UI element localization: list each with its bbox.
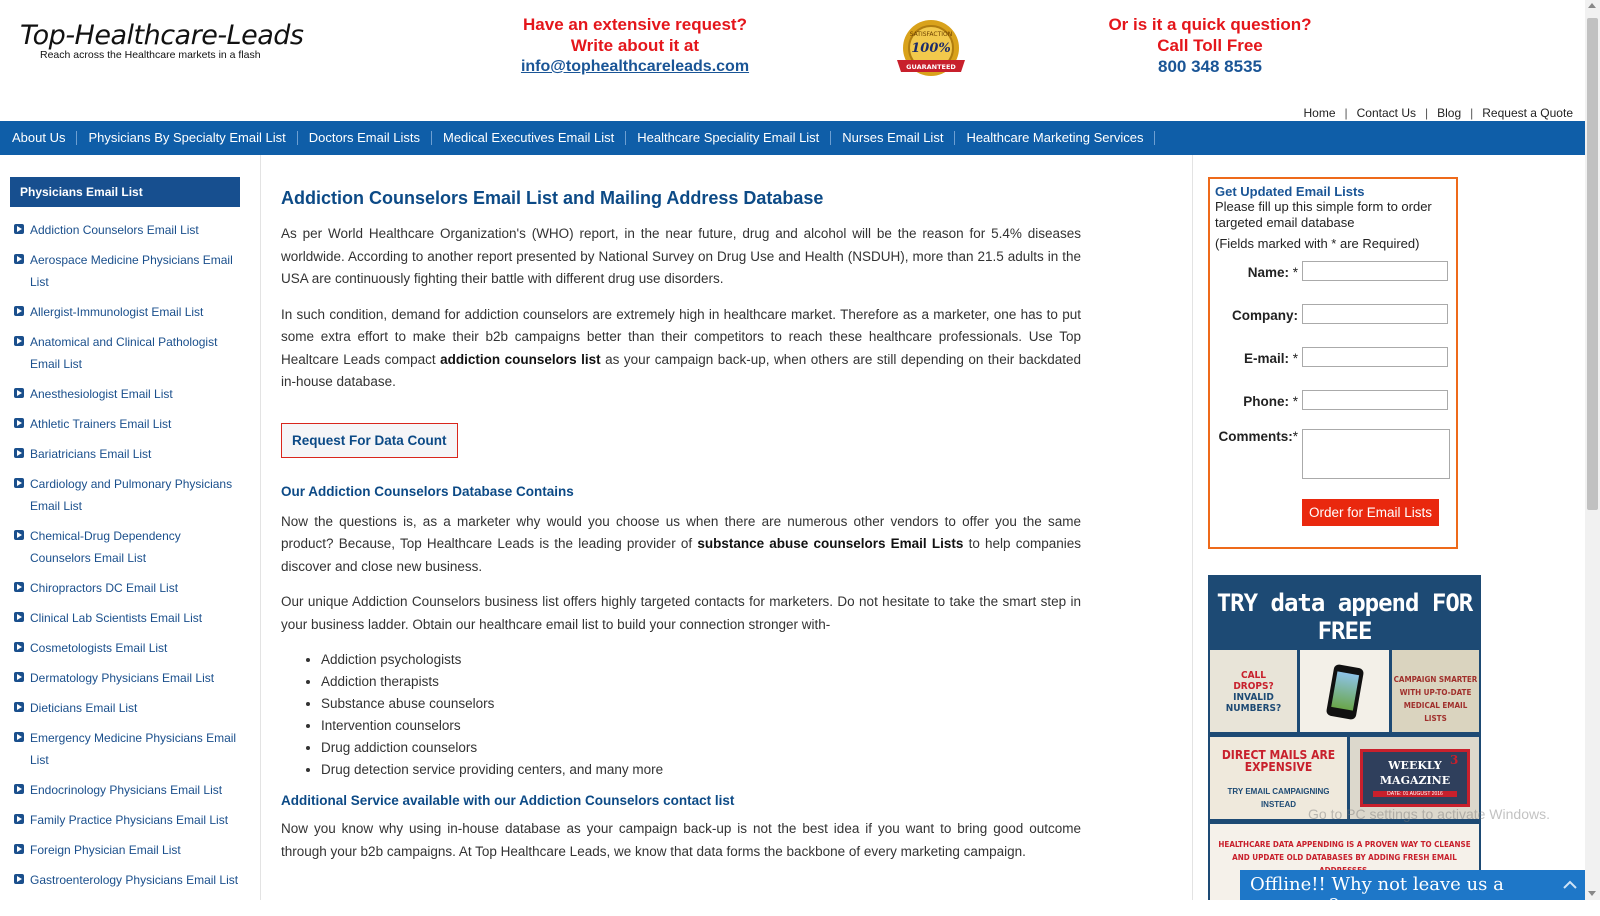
bullet-icon xyxy=(14,844,24,854)
windows-activation-watermark: Go to PC settings to activate Windows. xyxy=(1308,806,1550,822)
badge-percent-text: 100% xyxy=(911,41,951,56)
sidebar-item[interactable] xyxy=(14,839,244,861)
promo-tile-phone xyxy=(1300,650,1389,732)
email-label: E-mail: * xyxy=(1243,351,1298,366)
demand-text-b: as your campaign back-up, when others are still depending on their backdated in-house database. xyxy=(281,351,1081,389)
chat-message[interactable]: Offline!! Why not leave us a message? xyxy=(1250,874,1504,916)
tile6-text: HEALTHCARE DATA APPENDING IS A PROVEN WAY TO CLEANSE AND UPDATE OLD DATABASES BY ADDING FRESH EMAIL xyxy=(1218,840,1471,862)
sidebar-item-label[interactable]: Chemical-Drug Dependency Counselors Email List xyxy=(30,529,181,565)
sidebar-item[interactable] xyxy=(14,637,244,659)
sidebar-item[interactable] xyxy=(14,869,244,891)
header-left-line1: Have an extensive request? xyxy=(523,15,747,34)
sidebar-item-label[interactable]: Bariatricians Email List xyxy=(30,447,152,461)
scroll-down-arrow-icon[interactable] xyxy=(1588,891,1596,896)
satisfaction-guaranteed-badge xyxy=(893,18,969,82)
sidebar-item[interactable] xyxy=(14,443,244,465)
request-data-count-button[interactable]: Request For Data Count xyxy=(281,423,458,458)
sidebar-list xyxy=(14,219,244,899)
nav-healthcare-speciality[interactable]: Healthcare Speciality Email List xyxy=(626,131,831,145)
tile4-text: DIRECT MAILS ARE EXPENSIVE xyxy=(1221,748,1336,774)
comments-textarea[interactable] xyxy=(1302,429,1450,479)
tile1-line1: CALL xyxy=(1240,670,1267,681)
bullet-icon xyxy=(14,478,24,488)
bullet-icon xyxy=(14,336,24,346)
vertical-scrollbar[interactable] xyxy=(1585,0,1600,900)
main-content xyxy=(281,155,1081,876)
top-link-request-quote[interactable]: Request a Quote xyxy=(1482,106,1573,120)
why-us-text-a: Now the questions is, as a marketer why would you choose us when there are numerous other vendors to offer you the same product? Because, Top Healthcare Leads is the leading provider of xyxy=(281,513,1081,551)
list-item: • Addiction therapists xyxy=(321,671,1081,693)
magazine-title: WEEKLY MAGAZINE xyxy=(1379,759,1451,787)
promo-title: TRY data append FOR FREE xyxy=(1216,589,1473,645)
company-input[interactable] xyxy=(1302,304,1448,324)
bullet-icon xyxy=(14,306,24,316)
demand-text-a: In such condition, demand for addiction counselors are extremely high in healthcare market. Therefore as a marketer, one has to put some extra effort to make their b2b campaigns better than their competitors to reach these healthcare professionals. Use Top Healtcare Leads compact xyxy=(281,306,1081,367)
sidebar-item-label[interactable]: Addiction Counselors Email List xyxy=(30,223,199,237)
form-title: Get Updated Email Lists xyxy=(1215,184,1365,199)
logo-tagline: Reach across the Healthcare markets in a flash xyxy=(40,49,261,61)
header-phone-number[interactable]: 800 348 8535 xyxy=(1158,57,1262,76)
bullet-icon xyxy=(14,418,24,428)
bullet-icon xyxy=(14,224,24,234)
sidebar-item-label[interactable]: Anatomical and Clinical Pathologist Email List xyxy=(30,335,218,371)
sidebar-item[interactable] xyxy=(14,607,244,629)
sidebar-item-label[interactable]: Foreign Physician Email List xyxy=(30,843,181,857)
sidebar-item-label[interactable]: Endocrinology Physicians Email List xyxy=(30,783,223,797)
tile1-line3: INVALID xyxy=(1233,692,1274,703)
sidebar-item-label[interactable]: Dieticians Email List xyxy=(30,701,138,715)
name-label: Name: * xyxy=(1247,265,1298,280)
site-header xyxy=(0,0,1585,120)
bullet-icon xyxy=(14,448,24,458)
why-us-bold: substance abuse counselors Email Lists xyxy=(697,536,964,551)
logo-title[interactable]: Top-Healthcare-Leads xyxy=(20,20,304,51)
bullet-icon xyxy=(14,530,24,540)
magazine-date: DATE: 01 AUGUST 2016 xyxy=(1373,791,1457,797)
list-item: • Addiction psychologists xyxy=(321,649,1081,671)
left-sidebar xyxy=(0,155,261,900)
bullet-icon xyxy=(14,874,24,884)
badge-top-text: SATISFACTION xyxy=(909,31,953,38)
form-description: Please fill up this simple form to order targeted email database xyxy=(1215,199,1432,230)
right-column-divider xyxy=(1192,155,1193,900)
scroll-up-arrow-icon[interactable] xyxy=(1588,3,1596,8)
sidebar-item[interactable] xyxy=(14,727,244,771)
sidebar-item[interactable] xyxy=(14,383,244,405)
unique-list-paragraph: Our unique Addiction Counselors business list offers highly targeted contacts for marketers. Do not hesitate to take the smart step in your business ladder. Obtain our healthcare email list to build your connection stronger with- xyxy=(281,594,1081,632)
sidebar-item[interactable] xyxy=(14,413,244,435)
sidebar-heading: Physicians Email List xyxy=(10,177,240,207)
sidebar-item-label[interactable]: Gastroenterology Physicians Email List xyxy=(30,873,239,887)
sidebar-item-label[interactable]: Cosmetologists Email List xyxy=(30,641,168,655)
bullet-icon xyxy=(14,388,24,398)
phone-label: Phone: * xyxy=(1243,394,1298,409)
sidebar-item-label[interactable]: Allergist-Immunologist Email List xyxy=(30,305,204,319)
sidebar-item[interactable] xyxy=(14,697,244,719)
bullet-icon xyxy=(14,582,24,592)
demand-paragraph xyxy=(281,304,1081,394)
nav-nurses-email-list[interactable]: Nurses Email List xyxy=(831,131,955,145)
additional-service-heading: Additional Service available with our Addiction Counselors contact list xyxy=(281,793,735,808)
header-left-line2: Write about it at xyxy=(570,36,700,55)
sidebar-item[interactable] xyxy=(14,331,244,375)
header-email-block xyxy=(500,14,770,77)
sidebar-item-label[interactable]: Chiropractors DC Email List xyxy=(30,581,179,595)
bullet-icon xyxy=(14,642,24,652)
order-form xyxy=(1208,177,1458,549)
bullet-icon xyxy=(14,672,24,682)
sidebar-item-label[interactable]: Cardiology and Pulmonary Physicians Email List xyxy=(30,477,233,513)
contacts-bullet-list xyxy=(321,649,1081,781)
list-item: • Drug addiction counselors xyxy=(321,737,1081,759)
chevron-up-icon[interactable] xyxy=(1561,876,1579,894)
company-label: Company: xyxy=(1231,308,1298,323)
bullet-icon xyxy=(14,814,24,824)
list-item: • Intervention counselors xyxy=(321,715,1081,737)
sidebar-item[interactable] xyxy=(14,667,244,689)
form-required-note: (Fields marked with * are Required) xyxy=(1215,236,1420,251)
list-item: • Substance abuse counselors xyxy=(321,693,1081,715)
bullet-icon xyxy=(14,254,24,264)
sidebar-item-label[interactable]: Athletic Trainers Email List xyxy=(30,417,172,431)
sidebar-item[interactable] xyxy=(14,779,244,801)
sidebar-item[interactable] xyxy=(14,219,244,241)
top-link-contact[interactable]: Contact Us xyxy=(1356,106,1416,120)
header-right-line2: Call Toll Free xyxy=(1157,36,1263,55)
list-item: • Drug detection service providing centers, and many more xyxy=(321,759,1081,781)
top-links: Home | Contact Us | Blog | Request a Quote xyxy=(1303,106,1573,120)
bullet-icon xyxy=(14,612,24,622)
sidebar-item-label[interactable]: Emergency Medicine Physicians Email List xyxy=(30,731,237,767)
sidebar-item[interactable] xyxy=(14,577,244,599)
tile1-line2: DROPS? xyxy=(1233,681,1274,692)
promo-tile-call-drops xyxy=(1210,650,1297,732)
page-title: Addiction Counselors Email List and Mailing Address Database xyxy=(281,188,824,208)
nav-physicians-by-specialty[interactable]: Physicians By Specialty Email List xyxy=(77,131,297,145)
promo-tile-campaign-smarter xyxy=(1392,650,1479,732)
comments-label: Comments:* xyxy=(1218,429,1298,444)
sidebar-item-label[interactable]: Family Practice Physicians Email List xyxy=(30,813,229,827)
main-nav xyxy=(0,121,1585,155)
additional-service-paragraph: Now you know why using in-house database as your campaign back-up is not the best idea if you want to bring good outcome through your b2b campaigns. At Top Healthcare Leads, we know that data forms the backbone of every marketing campaign. xyxy=(281,821,1081,859)
data-append-promo-banner[interactable] xyxy=(1208,575,1481,900)
sidebar-item-label[interactable]: Clinical Lab Scientists Email List xyxy=(30,611,203,625)
name-input[interactable] xyxy=(1302,261,1448,281)
bullet-icon xyxy=(14,702,24,712)
nav-medical-executives[interactable]: Medical Executives Email List xyxy=(432,131,626,145)
badge-bottom-text: GUARANTEED xyxy=(906,63,956,71)
sidebar-item[interactable] xyxy=(14,473,244,517)
top-link-home[interactable]: Home xyxy=(1303,106,1336,120)
bullet-icon xyxy=(14,732,24,742)
sidebar-item-label[interactable]: Dermatology Physicians Email List xyxy=(30,671,215,685)
sidebar-item-label[interactable]: Aerospace Medicine Physicians Email List xyxy=(30,253,233,289)
why-us-text-b: to help companies discover and close new business. xyxy=(281,536,1082,574)
sidebar-item[interactable] xyxy=(14,301,244,323)
email-input[interactable] xyxy=(1302,347,1448,367)
magazine-number: 3 xyxy=(1450,753,1459,767)
nav-healthcare-marketing[interactable]: Healthcare Marketing Services xyxy=(955,131,1155,145)
nav-doctors-email-lists[interactable]: Doctors Email Lists xyxy=(298,131,432,145)
scroll-thumb[interactable] xyxy=(1587,18,1598,510)
site-logo[interactable] xyxy=(20,20,303,61)
order-email-lists-button[interactable]: Order for Email Lists xyxy=(1302,499,1439,526)
database-contains-heading: Our Addiction Counselors Database Contains xyxy=(281,483,574,499)
tile3-text: CAMPAIGN SMARTER WITH UP-TO-DATE MEDICAL EMAIL LISTS xyxy=(1393,675,1478,723)
tile4-subtext: TRY EMAIL CAMPAIGNING INSTEAD xyxy=(1227,787,1330,809)
intro-paragraph: As per World Healthcare Organization's (WHO) report, in the near future, drug and alcohol will be the reason for 5.4% diseases worldwide. According to another report presented by National Survey on Drug Use and Health (NSDUH), more than 21.5 adults in the USA are continuously fighting their battle with different drug use disorders. xyxy=(281,226,1081,286)
offline-chat-widget[interactable] xyxy=(1240,870,1585,916)
sidebar-item-label[interactable]: Anesthesiologist Email List xyxy=(30,387,173,401)
sidebar-item[interactable] xyxy=(14,525,244,569)
smartphone-icon xyxy=(1326,664,1365,720)
header-right-line1: Or is it a quick question? xyxy=(1108,15,1312,34)
top-link-blog[interactable]: Blog xyxy=(1437,106,1462,120)
phone-input[interactable] xyxy=(1302,390,1448,410)
header-email-link[interactable]: info@tophealthcareleads.com xyxy=(520,58,750,75)
header-phone-block xyxy=(1090,14,1330,77)
sidebar-item[interactable] xyxy=(14,249,244,293)
why-us-paragraph xyxy=(281,511,1081,579)
bullet-icon xyxy=(14,784,24,794)
nav-about-us[interactable]: About Us xyxy=(12,131,77,145)
demand-bold-link: addiction counselors list xyxy=(440,351,601,367)
tile1-line4: NUMBERS? xyxy=(1225,703,1282,714)
sidebar-item[interactable] xyxy=(14,809,244,831)
